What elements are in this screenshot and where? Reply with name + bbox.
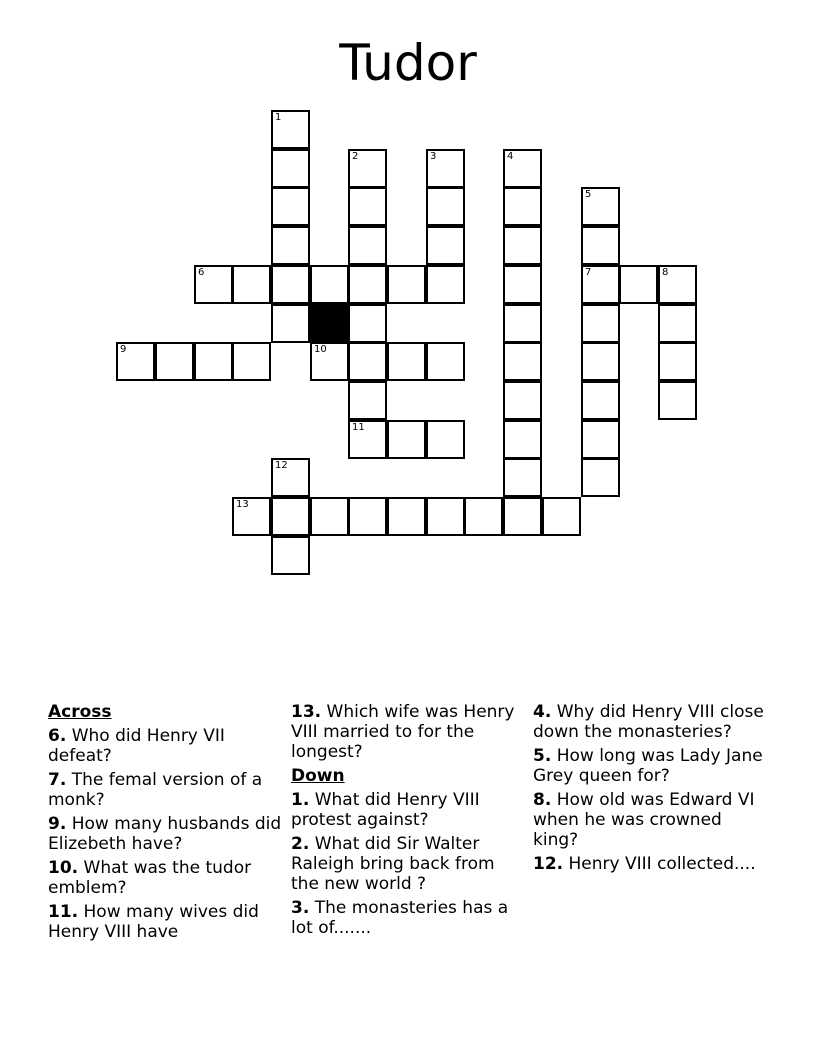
grid-cell[interactable] [310, 497, 349, 536]
grid-cell[interactable] [348, 304, 387, 343]
grid-cell[interactable] [348, 149, 387, 188]
grid-cell[interactable] [387, 497, 426, 536]
grid-cell[interactable] [503, 497, 542, 536]
grid-cell[interactable] [348, 226, 387, 265]
clue-text: What was the tudor emblem? [48, 858, 252, 898]
clue-number: 11. [48, 902, 79, 922]
clue-number: 9. [48, 814, 67, 834]
grid-cell[interactable] [232, 497, 271, 536]
grid-cell[interactable] [348, 420, 387, 459]
grid-cell[interactable] [426, 226, 465, 265]
grid-cell[interactable] [271, 304, 310, 343]
clue-text: Henry VIII collected.... [563, 854, 756, 874]
grid-cell[interactable] [116, 342, 155, 381]
grid-cell[interactable] [581, 420, 620, 459]
clue-text: Who did Henry VII defeat? [48, 726, 225, 766]
grid-cell[interactable] [426, 342, 465, 381]
grid-cell[interactable] [271, 497, 310, 536]
grid-cell[interactable] [581, 226, 620, 265]
grid-cell[interactable] [348, 187, 387, 226]
clue-text: Why did Henry VIII close down the monasteries? [533, 702, 764, 742]
clue-number: 13 [236, 499, 249, 510]
grid-cell[interactable] [581, 265, 620, 304]
grid-cell[interactable] [503, 420, 542, 459]
clue-number: 8 [662, 267, 669, 278]
grid-cell[interactable] [426, 149, 465, 188]
clue-number: 3 [430, 151, 437, 162]
clue-item [48, 770, 284, 810]
clues-column-3 [533, 702, 769, 878]
grid-cell[interactable] [387, 265, 426, 304]
grid-cell[interactable] [619, 265, 658, 304]
clue-number: 11 [352, 422, 365, 433]
clue-text: How long was Lady Jane Grey queen for? [533, 746, 763, 786]
clue-number: 2. [291, 834, 310, 854]
grid-cell[interactable] [348, 497, 387, 536]
grid-cell[interactable] [271, 265, 310, 304]
grid-cell[interactable] [503, 304, 542, 343]
grid-cell[interactable] [194, 342, 233, 381]
clue-text: Which wife was Henry VIII married to for the longest? [291, 702, 515, 762]
clue-item [48, 814, 284, 854]
clue-number: 6 [198, 267, 205, 278]
clue-item [533, 854, 769, 874]
grid-cell[interactable] [503, 458, 542, 497]
grid-cell[interactable] [581, 304, 620, 343]
clue-item [533, 746, 769, 786]
grid-cell[interactable] [503, 265, 542, 304]
grid-cell[interactable] [271, 458, 310, 497]
clue-number: 1. [291, 790, 310, 810]
clue-number: 7. [48, 770, 67, 790]
grid-cell[interactable] [271, 110, 310, 149]
clue-number: 3. [291, 898, 310, 918]
grid-cell[interactable] [426, 187, 465, 226]
clue-item [291, 790, 527, 830]
grid-cell[interactable] [348, 381, 387, 420]
clue-number: 8. [533, 790, 552, 810]
clue-number: 12. [533, 854, 564, 874]
grid-cell[interactable] [503, 187, 542, 226]
grid-cell[interactable] [503, 342, 542, 381]
clue-item [291, 834, 527, 894]
clue-item [533, 702, 769, 742]
clue-number: 10 [314, 344, 327, 355]
grid-cell[interactable] [271, 149, 310, 188]
grid-cell[interactable] [387, 342, 426, 381]
grid-cell[interactable] [426, 265, 465, 304]
grid-cell[interactable] [426, 420, 465, 459]
grid-cell[interactable] [310, 342, 349, 381]
grid-cell[interactable] [542, 497, 581, 536]
page-title: Tudor [339, 34, 477, 92]
clue-text: The femal version of a monk? [48, 770, 263, 810]
grid-cell[interactable] [271, 187, 310, 226]
clue-number: 6. [48, 726, 67, 746]
clue-text: What did Sir Walter Raleigh bring back from the new world ? [291, 834, 495, 894]
grid-cell[interactable] [387, 420, 426, 459]
grid-cell[interactable] [581, 187, 620, 226]
grid-cell[interactable] [658, 265, 697, 304]
black-cell [310, 304, 349, 343]
clue-text: What did Henry VIII protest against? [291, 790, 480, 830]
clue-item [533, 790, 769, 850]
across-header: Across [48, 702, 112, 722]
grid-cell[interactable] [271, 536, 310, 575]
clues-column-1 [48, 702, 284, 946]
grid-cell[interactable] [581, 458, 620, 497]
grid-cell[interactable] [658, 381, 697, 420]
clue-text: How many husbands did Elizebeth have? [48, 814, 282, 854]
grid-cell[interactable] [348, 342, 387, 381]
clue-number: 4. [533, 702, 552, 722]
clue-item [291, 898, 527, 938]
grid-cell[interactable] [503, 149, 542, 188]
clue-number: 4 [507, 151, 514, 162]
grid-cell[interactable] [503, 381, 542, 420]
grid-cell[interactable] [232, 265, 271, 304]
clue-number: 2 [352, 151, 359, 162]
grid-cell[interactable] [464, 497, 503, 536]
grid-cell[interactable] [232, 342, 271, 381]
grid-cell[interactable] [155, 342, 194, 381]
clue-number: 10. [48, 858, 79, 878]
down-header: Down [291, 766, 345, 786]
grid-cell[interactable] [581, 381, 620, 420]
clue-number: 5. [533, 746, 552, 766]
grid-cell[interactable] [348, 265, 387, 304]
clue-text: How old was Edward VI when he was crowned king? [533, 790, 755, 850]
clue-item [291, 702, 527, 762]
clue-number: 7 [585, 267, 592, 278]
grid-cell[interactable] [426, 497, 465, 536]
clue-item [48, 726, 284, 766]
clue-text: How many wives did Henry VIII have [48, 902, 259, 942]
grid-cell[interactable] [658, 304, 697, 343]
clue-number: 5 [585, 189, 592, 200]
grid-cell[interactable] [658, 342, 697, 381]
clue-item [48, 858, 284, 898]
grid-cell[interactable] [271, 226, 310, 265]
clue-item [48, 902, 284, 942]
clue-text: The monasteries has a lot of....... [291, 898, 509, 938]
clue-number: 9 [120, 344, 127, 355]
grid-cell[interactable] [581, 342, 620, 381]
clue-number: 1 [275, 112, 282, 123]
grid-cell[interactable] [503, 226, 542, 265]
grid-cell[interactable] [310, 265, 349, 304]
grid-cell[interactable] [194, 265, 233, 304]
clue-number: 12 [275, 460, 288, 471]
clue-number: 13. [291, 702, 322, 722]
clues-column-2 [291, 702, 527, 942]
